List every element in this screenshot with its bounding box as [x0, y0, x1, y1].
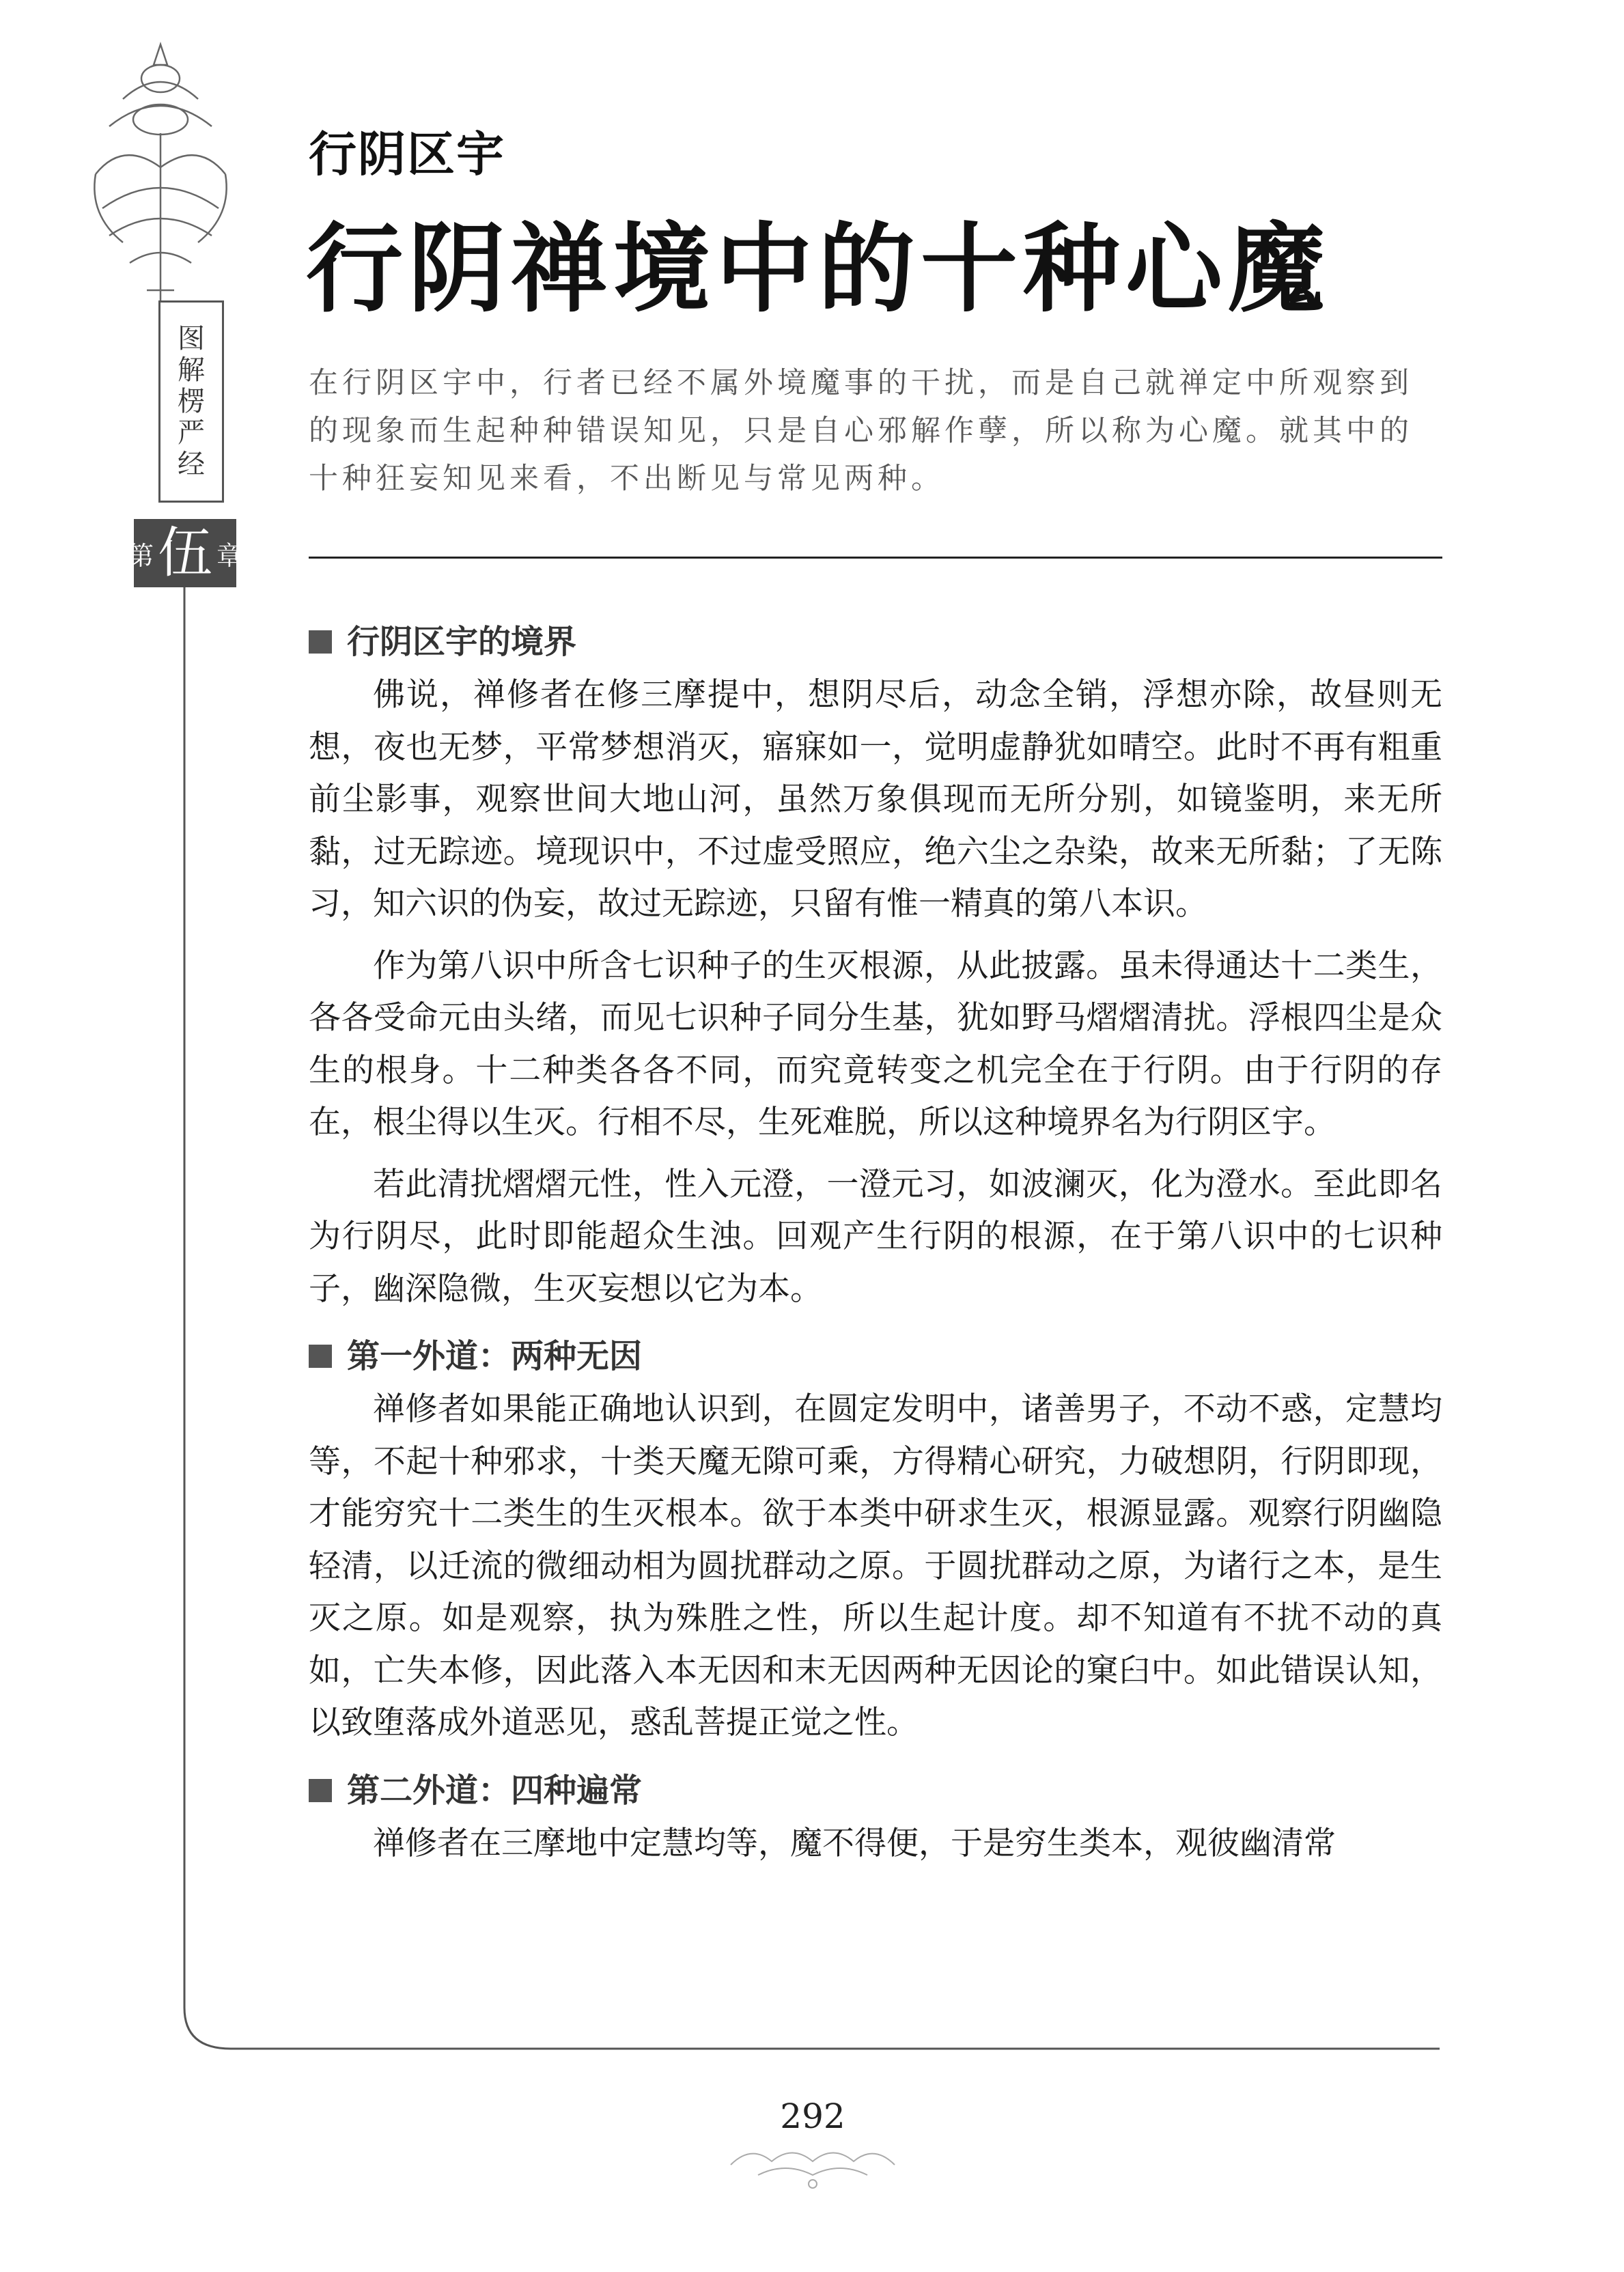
book-title-char: 图 — [178, 323, 205, 354]
body-paragraph: 若此清扰熠熠元性，性入元澄，一澄元习，如波澜灭，化为澄水。至此即名为行阴尽，此时即能超众生浊。回观产生行阴的根源，在于第八识中的七识种子，幽深隐微，生灭妄想以它为本。 — [309, 1165, 1442, 1308]
section-heading-text: 第二外道：四种遍常 — [347, 1771, 643, 1810]
page-number: 292 — [780, 2096, 845, 2136]
body-paragraph: 禅修者在三摩地中定慧均等，魔不得便，于是穷生类本，观彼幽清常 — [373, 1824, 1336, 1862]
chapter-prefix: 第 — [127, 540, 154, 571]
divider — [309, 557, 1442, 559]
section-heading — [309, 1763, 1442, 1818]
section-heading-text: 第一外道：两种无因 — [347, 1337, 643, 1375]
section-heading — [309, 615, 1442, 669]
book-title-char: 经 — [178, 449, 205, 480]
vajra-lotus-ornament-icon — [82, 38, 239, 324]
cloud-ornament-icon — [717, 2131, 908, 2192]
chapter-suffix: 章 — [216, 540, 243, 571]
square-bullet-icon — [309, 630, 332, 654]
chapter-badge — [127, 519, 243, 587]
intro-paragraph: 在行阴区宇中，行者已经不属外境魔事的干扰，而是自己就禅定中所观察到的现象而生起种种错误知见，只是自心邪解作孽，所以称为心魔。就其中的十种狂妄知见来看，不出断见与常见两种。 — [309, 366, 1413, 496]
book-title-char: 楞 — [178, 386, 205, 417]
body-paragraph: 禅修者如果能正确地认识到，在圆定发明中，诸善男子，不动不惑，定慧均等，不起十种邪求，十类天魔无隙可乘，方得精心研究，力破想阴，行阴即现，才能穷究十二类生的生灭根本。欲于本类中研求生灭，根源显露。观察行阴幽隐轻清，以迁流的微细动相为圆扰群动之原。于圆扰群动之原，为诸行之本，是生灭之原。如是观察，执为殊胜之性，所以生起计度。却不知道有不扰不动的真如，亡失本修，因此落入本无因和末无因两种无因论的窠臼中。如此错误认知，以致堕落成外道恶见，惑乱菩提正觉之性。 — [309, 1390, 1442, 1741]
section-heading — [309, 1329, 1442, 1384]
chapter-number: 伍 — [158, 521, 212, 585]
book-title-tab — [158, 300, 224, 503]
main-content — [309, 601, 1442, 1879]
square-bullet-icon — [309, 1779, 332, 1802]
section-label: 行阴区宇 — [309, 126, 505, 182]
page-title: 行阴禅境中的十种心魔 — [306, 212, 1330, 326]
body-paragraph: 作为第八识中所含七识种子的生灭根源，从此披露。虽未得通达十二类生，各各受命元由头绪，而见七识种子同分生基，犹如野马熠熠清扰。浮根四尘是众生的根身。十二种类各各不同，而究竟转变之机完全在于行阴。由于行阴的存在，根尘得以生灭。行相不尽，生死难脱，所以这种境界名为行阴区宇。 — [309, 946, 1442, 1141]
book-title-char: 严 — [178, 417, 205, 449]
section-heading-text: 行阴区宇的境界 — [347, 623, 577, 661]
body-paragraph: 佛说，禅修者在修三摩提中，想阴尽后，动念全销，浮想亦除，故昼则无想，夜也无梦，平常梦想消灭，寤寐如一，觉明虚静犹如晴空。此时不再有粗重前尘影事，观察世间大地山河，虽然万象俱现而无所分别，如镜鉴明，来无所黏，过无踪迹。境现识中，不过虚受照应，绝六尘之杂染，故来无所黏；了无陈习，知六识的伪妄，故过无踪迹，只留有惟一精真的第八本识。 — [309, 676, 1442, 923]
square-bullet-icon — [309, 1345, 332, 1368]
book-title-char: 解 — [178, 354, 205, 386]
